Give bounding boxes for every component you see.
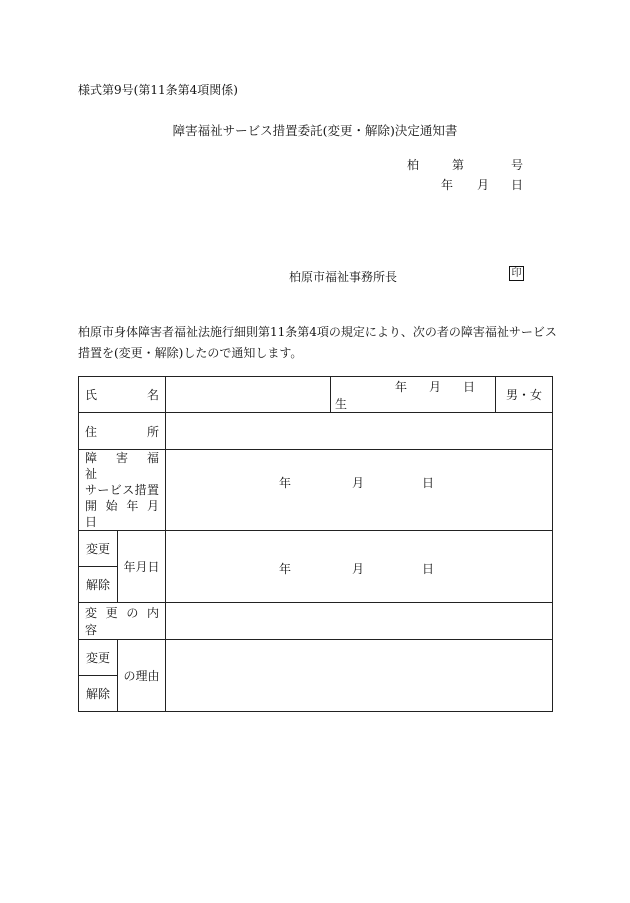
birth-date-cell	[331, 377, 496, 413]
start-day: 日	[422, 476, 435, 490]
seal-mark: 印	[509, 266, 524, 281]
birth-day: 日	[463, 379, 476, 394]
start-month: 月	[352, 476, 365, 490]
doc-number-go: 号	[511, 158, 524, 172]
birth-year: 年	[395, 379, 408, 394]
sex-cell: 男・女	[496, 377, 553, 413]
start-year: 年	[279, 476, 292, 490]
reason-label: の理由	[118, 640, 166, 712]
reason-change-label: 変更	[79, 640, 118, 676]
change-date-value-cell	[166, 531, 553, 603]
reason-value-cell	[166, 640, 553, 712]
change-month: 月	[352, 562, 365, 576]
start-date-value-cell	[166, 450, 553, 531]
birth-suffix: 生	[335, 396, 348, 411]
notice-body-text: 柏原市身体障害者福祉法施行細則第11条第4項の規定により、次の者の障害福祉サービス措置を(変更・解除)したので通知します。	[78, 325, 557, 360]
table-row-address	[79, 413, 553, 450]
table-row-name	[79, 377, 553, 413]
form-number: 様式第9号(第11条第4項関係)	[78, 83, 238, 97]
doc-date-day: 日	[511, 178, 524, 192]
doc-date-month: 月	[477, 178, 490, 192]
change-day: 日	[422, 562, 435, 576]
doc-date-year: 年	[441, 178, 454, 192]
start-label-line-2: サービス措置	[85, 483, 160, 497]
document-title: 障害福祉サービス措置委託(変更・解除)決定通知書	[172, 123, 458, 138]
reason-cancel-label: 解除	[79, 676, 118, 712]
table-row-reason-1	[79, 640, 553, 676]
content-label: 変 更 の 内 容	[79, 603, 166, 640]
ymd-label: 年月日	[118, 531, 166, 603]
table-row-start-date	[79, 450, 553, 531]
table-row-change-1	[79, 531, 553, 567]
issuer-name: 柏原市福祉事務所長	[289, 270, 398, 284]
doc-number-prefix: 柏	[407, 158, 420, 172]
address-value-cell	[166, 413, 553, 450]
name-label: 氏 名	[79, 377, 166, 413]
doc-number-dai: 第	[452, 158, 465, 172]
address-label: 住 所	[79, 413, 166, 450]
start-date-label	[79, 450, 172, 531]
name-value-cell	[166, 377, 331, 413]
content-value-cell	[166, 603, 553, 640]
cancel-label: 解除	[79, 567, 118, 603]
birth-month: 月	[429, 379, 442, 394]
table-row-content	[79, 603, 553, 640]
start-label-line-1: 障 害 福 祉	[85, 451, 172, 481]
start-label-line-3: 開 始 年 月 日	[85, 499, 160, 529]
notice-form-table	[78, 376, 553, 712]
change-year: 年	[279, 562, 292, 576]
change-label: 変更	[79, 531, 118, 567]
